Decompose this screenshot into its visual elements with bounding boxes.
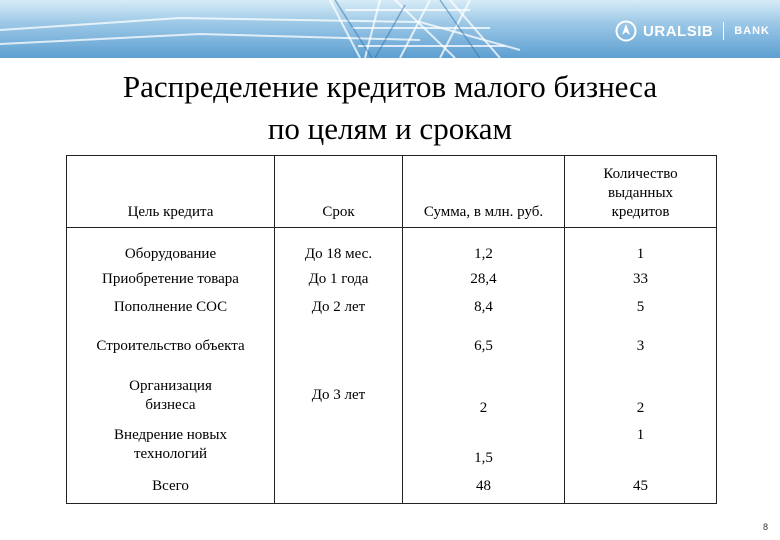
header-goal: Цель кредита — [67, 156, 275, 228]
table-row — [67, 266, 717, 294]
cell-sum: 2 — [403, 372, 565, 420]
bank-logo — [615, 18, 770, 44]
cell-count: 5 — [565, 294, 717, 322]
cell-goal: Строительство объекта — [67, 322, 275, 372]
cell-total-count: 45 — [565, 470, 717, 504]
table-header-row — [67, 156, 717, 228]
cell-term: До 2 лет — [275, 294, 403, 322]
header-term: Срок — [275, 156, 403, 228]
cell-total-term — [275, 470, 403, 504]
cell-sum: 1,5 — [403, 420, 565, 470]
cell-term-merged: До 3 лет — [275, 322, 403, 470]
table-total-row — [67, 470, 717, 504]
cell-term: До 18 мес. — [275, 228, 403, 266]
cell-count: 1 — [565, 420, 717, 470]
cell-count: 3 — [565, 322, 717, 372]
header-count: Количество выданных кредитов — [565, 156, 717, 228]
cell-count: 33 — [565, 266, 717, 294]
logo-divider — [723, 22, 724, 40]
cell-sum: 8,4 — [403, 294, 565, 322]
cell-sum: 1,2 — [403, 228, 565, 266]
title-line-2: по целям и срокам — [267, 111, 513, 146]
uralsib-emblem-icon — [615, 20, 637, 42]
cell-term: До 1 года — [275, 266, 403, 294]
header-banner — [0, 0, 780, 58]
cell-count: 2 — [565, 372, 717, 420]
cell-goal: Пополнение СОС — [67, 294, 275, 322]
cell-count: 1 — [565, 228, 717, 266]
table-row — [67, 322, 717, 372]
credit-distribution-table — [66, 155, 717, 504]
brand-name: URALSIB — [643, 22, 714, 40]
table-row — [67, 294, 717, 322]
cell-sum: 28,4 — [403, 266, 565, 294]
page-number: 8 — [762, 522, 768, 532]
cell-goal: Внедрение новых технологий — [67, 420, 275, 470]
cell-total-sum: 48 — [403, 470, 565, 504]
brand-suffix: BANK — [734, 25, 770, 37]
header-sum: Сумма, в млн. руб. — [403, 156, 565, 228]
slide-title — [0, 66, 780, 150]
cell-goal: Оборудование — [67, 228, 275, 266]
table-row — [67, 228, 717, 266]
cell-sum: 6,5 — [403, 322, 565, 372]
title-line-1: Распределение кредитов малого бизнеса — [122, 69, 658, 104]
cell-goal: Приобретение товара — [67, 266, 275, 294]
cell-total-label: Всего — [67, 470, 275, 504]
cell-goal: Организация бизнеса — [67, 372, 275, 420]
